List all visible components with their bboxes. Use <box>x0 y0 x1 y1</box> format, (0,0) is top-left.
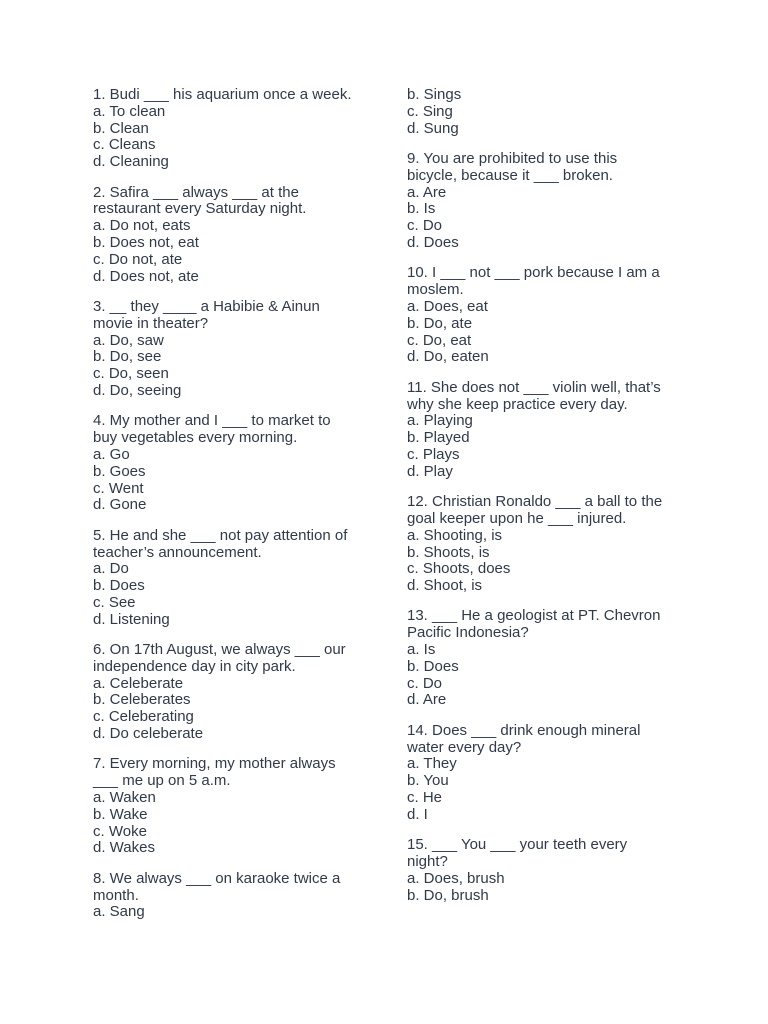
question-line: 4. My mother and I ___ to market to <box>93 412 331 430</box>
question-block <box>93 528 383 629</box>
question-line: 3. __ they ____ a Habibie & Ainun <box>93 297 320 315</box>
question-text-line: a. Sang <box>93 903 145 921</box>
question-line: 15. ___ You ___ your teeth every <box>407 836 628 854</box>
question-text-line: a. Are <box>407 183 447 201</box>
question-text-line: b. Does not, eat <box>93 233 199 251</box>
question-text-line: goal keeper upon he ___ injured. <box>407 509 627 527</box>
question-text-line: c. Do <box>407 674 443 692</box>
question-line: 9. You are prohibited to use this <box>407 149 618 167</box>
question-text-line: c. Do, eat <box>407 331 472 349</box>
question-text-line: b. Goes <box>93 462 146 480</box>
question-text-line: a. Do, saw <box>93 331 164 349</box>
question-line: 5. He and she ___ not pay attention of <box>93 526 348 544</box>
question-text-line: a. Does, eat <box>407 297 488 315</box>
question-line: 2. Safira ___ always ___ at the <box>93 183 299 201</box>
question-block <box>407 723 687 824</box>
question-text-line: b. Clean <box>93 119 149 137</box>
question-text-line: a. Playing <box>407 412 473 430</box>
question-line: 6. On 17th August, we always ___ our <box>93 641 346 659</box>
question-block <box>93 871 383 921</box>
question-text-line: a. Is <box>407 641 436 659</box>
question-text-line: restaurant every Saturday night. <box>93 200 307 218</box>
question-text-line: teacher’s announcement. <box>93 543 262 561</box>
question-text-line: c. See <box>93 593 136 611</box>
question-text-line: ___ me up on 5 a.m. <box>93 772 231 790</box>
question-text-line: Pacific Indonesia? <box>407 624 529 642</box>
question-line: 11. She does not ___ violin well, that’s <box>407 378 661 396</box>
question-text-line: c. Do not, ate <box>93 250 183 268</box>
question-block <box>407 837 687 904</box>
question-text-line: c. Do, seen <box>93 365 169 383</box>
question-text-line: c. Plays <box>407 445 460 463</box>
question-block <box>407 151 687 252</box>
question-block <box>93 756 383 857</box>
question-text-line: movie in theater? <box>93 314 209 332</box>
question-line: 1. Budi ___ his aquarium once a week. <box>93 86 352 103</box>
question-text-line: b. Wake <box>93 805 148 823</box>
question-text-line: b. Do, see <box>93 348 162 366</box>
question-text-line: b. Played <box>407 429 470 447</box>
question-text-line: d. Shoot, is <box>407 577 483 595</box>
question-text-line: b. Does <box>93 577 145 595</box>
question-block <box>93 185 383 286</box>
question-text-line: d. I <box>407 805 428 823</box>
question-text-line: d. Does <box>407 233 459 251</box>
question-text-line: c. Do <box>407 217 443 235</box>
question-text-line: d. Are <box>407 691 447 709</box>
question-text-line: c. Shoots, does <box>407 560 511 578</box>
question-block <box>93 87 383 171</box>
question-text-line: a. They <box>407 755 457 773</box>
question-text-line: water every day? <box>407 738 522 756</box>
question-text-line: c. He <box>407 789 443 807</box>
question-text-line: a. Go <box>93 445 130 463</box>
right-column <box>407 87 687 918</box>
question-text-line: d. Gone <box>93 496 147 514</box>
question-text-line: d. Sung <box>407 119 459 137</box>
question-block <box>407 87 687 137</box>
question-text-line: buy vegetables every morning. <box>93 429 298 447</box>
question-text-line: independence day in city park. <box>93 657 296 675</box>
question-text-line: a. Does, brush <box>407 869 505 887</box>
question-text-line: d. Cleaning <box>93 153 169 171</box>
question-text-line: a. Shooting, is <box>407 526 503 544</box>
question-text-line: a. Do not, eats <box>93 217 191 235</box>
question-text-line: c. Celeberating <box>93 708 194 726</box>
question-text-line: a. Do <box>93 560 129 578</box>
question-text-line: c. Woke <box>93 822 147 840</box>
question-text-line: bicycle, because it ___ broken. <box>407 166 613 184</box>
question-line: 10. I ___ not ___ pork because I am a <box>407 264 660 282</box>
question-text-line: c. Sing <box>407 102 453 120</box>
question-text-line: b. Is <box>407 200 436 218</box>
question-text-line: why she keep practice every day. <box>407 395 628 413</box>
question-line: 8. We always ___ on karaoke twice a <box>93 869 341 887</box>
question-block <box>407 494 687 595</box>
question-line: 14. Does ___ drink enough mineral <box>407 721 641 739</box>
question-line: 13. ___ He a geologist at PT. Chevron <box>407 607 661 625</box>
question-text-line: b. Does <box>407 657 459 675</box>
question-text-line: moslem. <box>407 281 464 299</box>
question-text-line: c. Cleans <box>93 136 156 154</box>
question-block <box>407 265 687 366</box>
question-text-line: d. Play <box>407 462 453 480</box>
question-text-line: d. Listening <box>93 610 170 628</box>
question-text-line: d. Do, eaten <box>407 348 489 366</box>
question-line: b. Sings <box>407 86 462 103</box>
question-text-line: b. Do, ate <box>407 314 473 332</box>
question-block <box>407 380 687 481</box>
question-block <box>407 608 687 709</box>
left-column <box>93 87 383 935</box>
question-text-line: d. Does not, ate <box>93 267 199 285</box>
question-text-line: d. Do celeberate <box>93 725 204 743</box>
question-block <box>93 299 383 400</box>
question-block <box>93 642 383 743</box>
question-text-line: b. Shoots, is <box>407 543 490 561</box>
question-text-line: d. Do, seeing <box>93 381 182 399</box>
question-text-line: a. Celeberate <box>93 674 184 692</box>
question-block <box>93 413 383 514</box>
question-text-line: d. Wakes <box>93 839 155 857</box>
question-text-line: b. Do, brush <box>407 886 489 904</box>
question-line: 7. Every morning, my mother always <box>93 755 336 773</box>
question-text-line: a. Waken <box>93 789 156 807</box>
question-text-line: b. You <box>407 772 449 790</box>
question-line: 12. Christian Ronaldo ___ a ball to the <box>407 493 663 511</box>
question-text-line: b. Celeberates <box>93 691 191 709</box>
question-text-line: c. Went <box>93 479 144 497</box>
question-text-line: a. To clean <box>93 102 166 120</box>
question-text-line: month. <box>93 886 139 904</box>
question-text-line: night? <box>407 853 448 871</box>
